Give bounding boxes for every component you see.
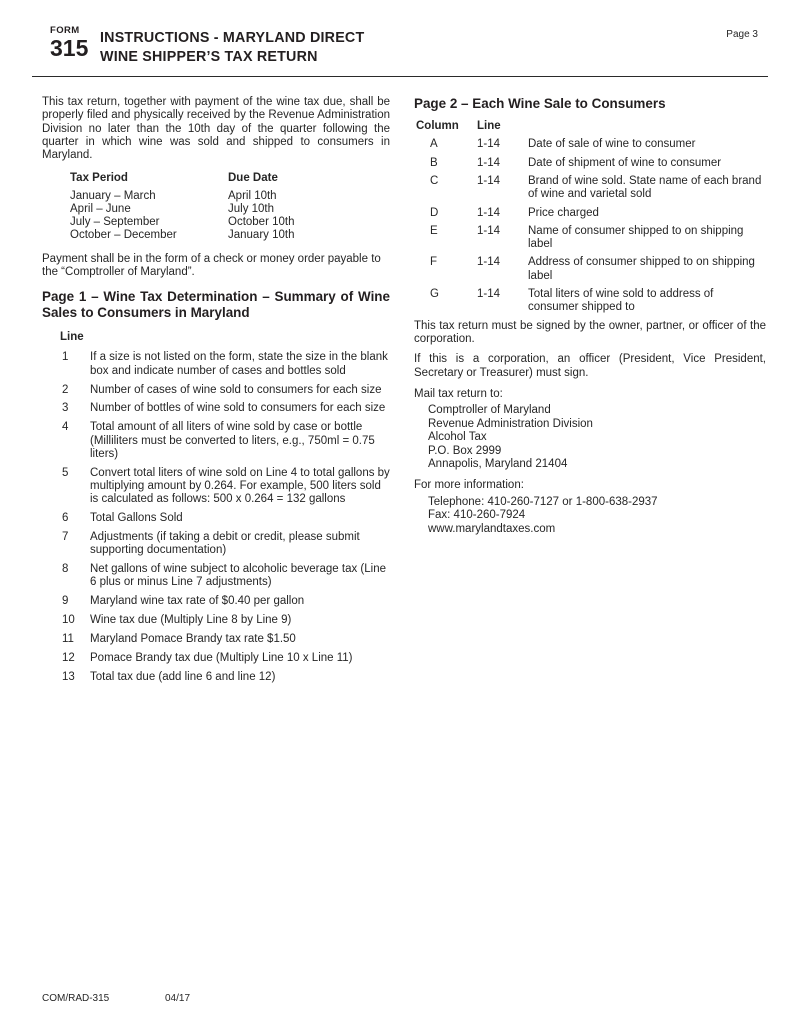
column-letter: D [430,206,439,219]
line-text: Maryland Pomace Brandy tax rate $1.50 [90,632,296,645]
line-column-label: Line [60,331,84,344]
column-line-table-header [414,120,766,133]
line-number: 13 [62,670,75,683]
due-date-table-header [70,172,390,185]
column-letter: A [430,138,438,151]
page2-heading: Page 2 – Each Wine Sale to Consumers [414,96,666,111]
column-line-table [414,120,766,315]
line-number: 8 [62,563,69,576]
tax-period-header: Tax Period [70,171,128,184]
line-range: 1-14 [477,174,501,187]
intro-paragraph: This tax return, together with payment of the wine tax due, shall be properly filed and physically received by the Revenue Administration Division no later than the 10th day of the quarter following the quarter in which wine was sold and shipped to consumers in Maryland. [42,96,390,162]
line-text: Wine tax due (Multiply Line 8 by Line 9) [90,614,292,627]
due-date-row [70,203,390,216]
line-number: 4 [62,421,69,434]
form-number: 315 [50,35,89,62]
column-line-row [414,175,766,202]
line-range: 1-14 [477,156,501,169]
instruction-line [42,671,390,684]
page-number: Page 3 [726,29,758,40]
document-title [100,29,364,67]
form-label: FORM [50,25,80,36]
due-date-row [70,216,390,229]
instruction-line [42,595,390,608]
document-header [50,25,768,77]
mail-address-line: Revenue Administration Division [428,417,593,430]
tax-period: October – December [70,229,177,242]
line-text: Number of bottles of wine sold to consumers for each size [90,402,386,415]
instruction-line [42,652,390,665]
footer-form-code: COM/RAD-315 [42,993,110,1005]
mail-address-line: Alcohol Tax [428,431,487,444]
column-line-row [414,256,766,283]
line-text: If a size is not listed on the form, state the size in the blank box and indicate number of cases and bottles sold [90,351,388,377]
due-date: April 10th [228,189,277,202]
document-title-line1: INSTRUCTIONS - MARYLAND DIRECT [100,30,365,46]
due-date: October 10th [228,216,295,229]
line-number: 2 [62,383,69,396]
column-description: Price charged [528,206,599,219]
column-line-row [414,225,766,252]
page1-heading: Page 1 – Wine Tax Determination – Summary of Wine Sales to Consumers in Maryland [42,289,390,321]
column-line-row [414,288,766,315]
due-date: July 10th [228,203,275,216]
column-letter: E [430,224,438,237]
website-line: www.marylandtaxes.com [428,522,556,535]
due-date-row [70,190,390,203]
document-footer [42,993,758,1005]
line-range: 1-14 [477,256,501,269]
line-number: 5 [62,466,69,479]
mail-address-line: P.O. Box 2999 [428,444,502,457]
column-description: Name of consumer shipped to on shipping label [528,224,744,251]
due-date-row [70,229,390,242]
contact-info-block [428,496,766,536]
line-text: Adjustments (if taking a debit or credit, please submit supporting documentation) [90,530,360,557]
tax-period: April – June [70,203,131,216]
instruction-line [42,421,390,461]
column-line-row [414,207,766,220]
line-number: 6 [62,512,69,525]
tax-period: July – September [70,216,160,229]
more-info-label: For more information: [414,479,524,492]
instruction-line [42,467,390,507]
line-range: 1-14 [477,224,501,237]
line-number: 11 [62,632,74,645]
line-text: Total tax due (add line 6 and line 12) [90,670,276,683]
column-line-row [414,138,766,151]
line-number: 12 [62,651,75,664]
left-column [42,96,390,689]
due-date-header: Due Date [228,171,278,184]
telephone-line: Telephone: 410-260-7127 or 1-800-638-2937 [428,495,658,508]
due-date-table [70,172,390,243]
line-text: Maryland wine tax rate of $0.40 per gallon [90,595,305,608]
instruction-line [42,531,390,558]
line-number: 7 [62,530,69,543]
right-column [414,96,766,689]
mail-address-line: Comptroller of Maryland [428,404,551,417]
tax-period: January – March [70,189,156,202]
column-description: Date of shipment of wine to consumer [528,156,722,169]
line-range: 1-14 [477,206,501,219]
column-line-row [414,157,766,170]
payment-note: Payment shall be in the form of a check or money order payable to the “Comptroller of Maryland”. [42,252,381,278]
column-letter: F [430,256,438,269]
line-text: Number of cases of wine sold to consumers for each size [90,383,382,396]
line-text: Total amount of all liters of wine sold by case or bottle (Milliliters must be converted to liters, e.g., 750ml = 0.75 liters) [90,421,375,460]
instruction-line [42,563,390,590]
instruction-line [42,633,390,646]
description-header [528,120,766,133]
mail-to-label: Mail tax return to: [414,388,503,401]
corporation-note: If this is a corporation, an officer (President, Vice President, Secretary or Treasurer) must sign. [414,353,766,379]
instruction-line [42,402,390,415]
content-columns [42,96,766,689]
due-date: January 10th [228,229,295,242]
header-divider [32,76,768,77]
line-header: Line [477,119,501,132]
line-text: Net gallons of wine subject to alcoholic beverage tax (Line 6 plus or minus Line 7 adjustments) [90,563,386,589]
column-description: Brand of wine sold. State name of each brand of wine and varietal sold [528,174,762,201]
line-number: 1 [62,351,69,364]
instruction-line [42,512,390,525]
line-text: Convert total liters of wine sold on Line 4 to total gallons by multiplying amount by 0.264. For example, 500 liters sold is calculated as follows: 500 x 0.264 = 132 gallons [90,466,390,506]
fax-line: Fax: 410-260-7924 [428,509,526,522]
column-letter: C [430,174,439,187]
column-description: Address of consumer shipped to on shipping label [528,256,755,282]
instruction-line [42,351,390,378]
column-letter: B [430,156,438,169]
column-letter: G [430,288,439,301]
instruction-line [42,384,390,397]
instruction-line-list [42,351,390,684]
footer-revision-date: 04/17 [165,993,191,1005]
line-text: Pomace Brandy tax due (Multiply Line 10 x Line 11) [90,651,353,664]
column-description: Date of sale of wine to consumer [528,138,696,151]
form-id-block [50,25,96,60]
line-range: 1-14 [477,288,501,301]
column-description: Total liters of wine sold to address of consumer shipped to [528,288,714,314]
signature-note: This tax return must be signed by the owner, partner, or officer of the corporation. [414,319,766,346]
line-number: 9 [62,595,69,608]
document-title-line2: WINE SHIPPER’S TAX RETURN [100,48,318,65]
line-number: 3 [62,402,69,415]
line-number: 10 [62,614,75,627]
mail-address-line: Annapolis, Maryland 21404 [428,458,568,471]
column-header: Column [416,119,459,132]
line-range: 1-14 [477,138,501,151]
instruction-line [42,614,390,627]
line-text: Total Gallons Sold [90,512,183,525]
mail-address-block [428,404,766,471]
